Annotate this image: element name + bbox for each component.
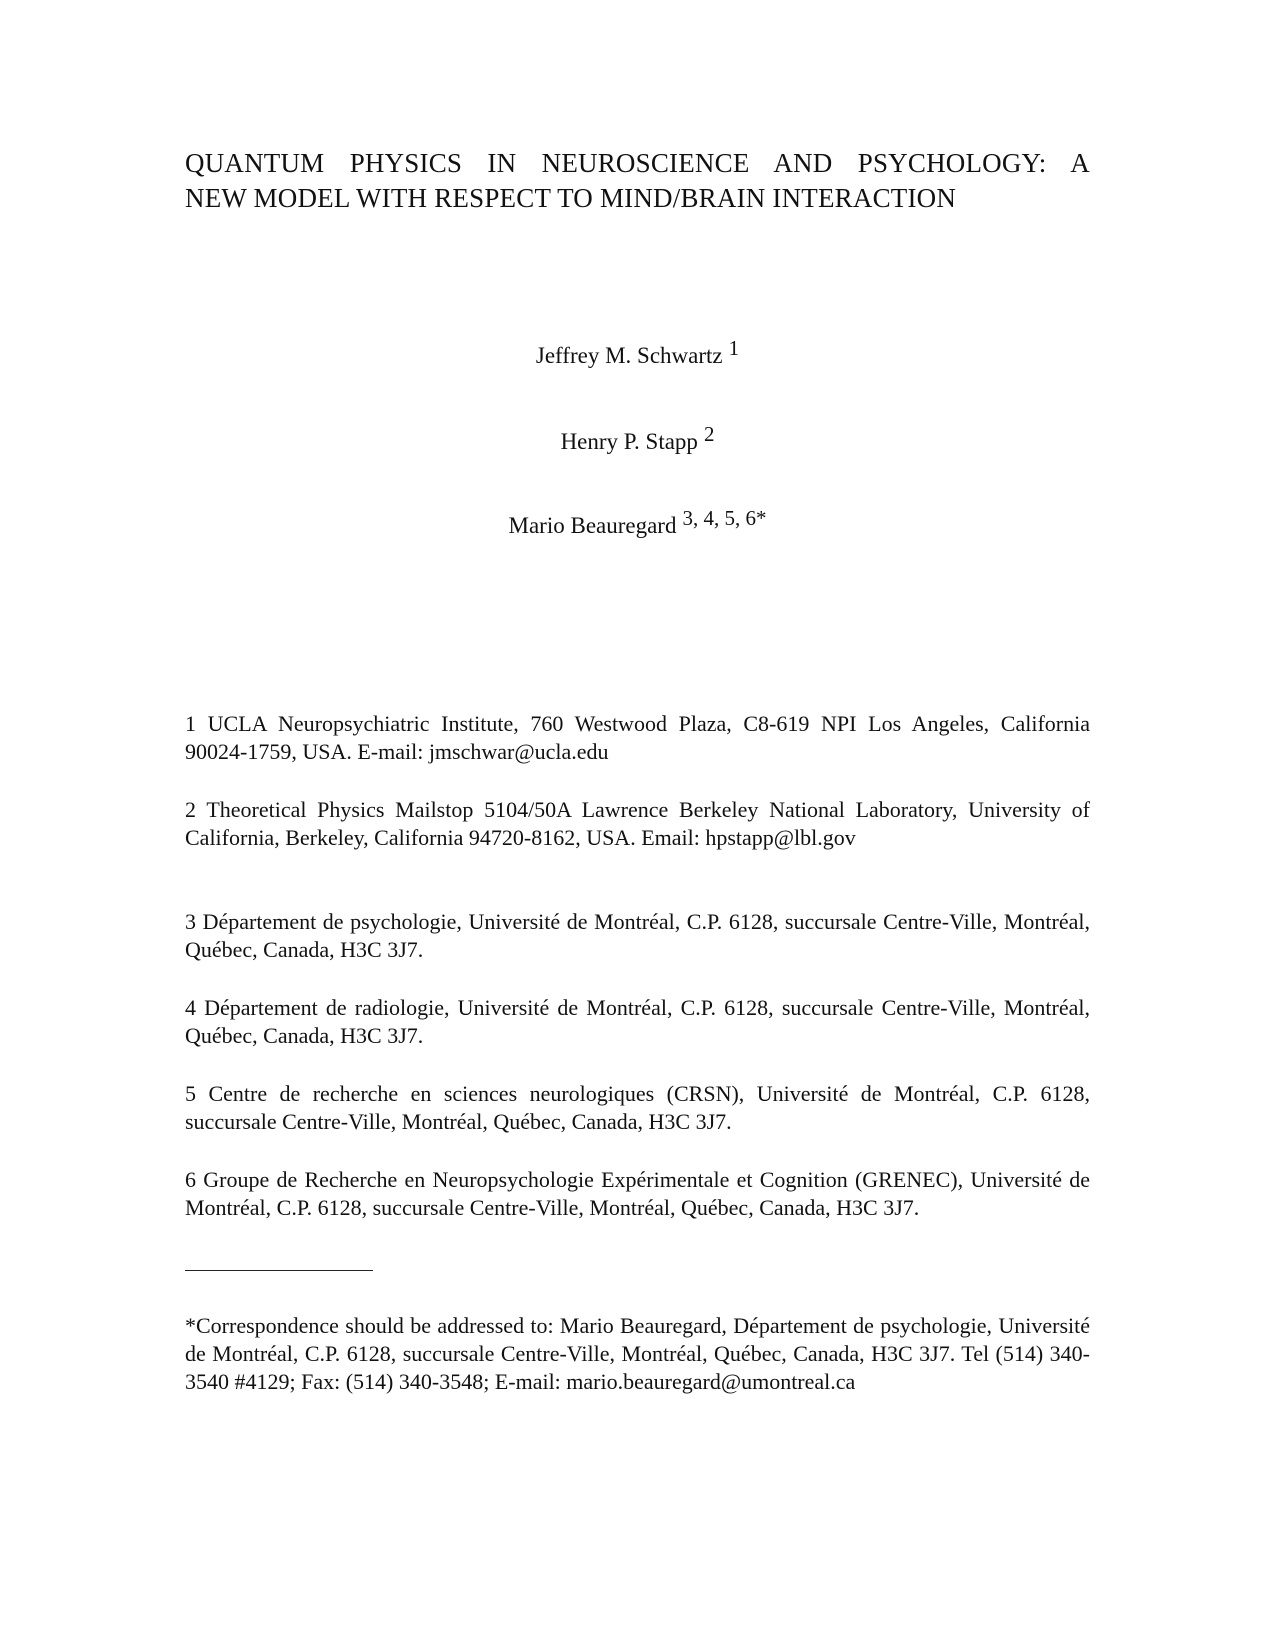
author-name: Mario Beauregard (508, 513, 677, 538)
author-name: Jeffrey M. Schwartz (535, 343, 723, 368)
footnote-separator (185, 1270, 373, 1271)
author-beauregard (0, 506, 1275, 540)
affiliation-4: 4 Département de radiologie, Université de Montréal, C.P. 6128, succursale Centre-Ville, Montréal, Québec, Canada, H3C 3J7. (185, 995, 1090, 1048)
author-schwartz (0, 336, 1275, 370)
author-affiliation-marks: 2 (703, 422, 715, 446)
author-stapp (0, 422, 1275, 456)
paper-title-line-2: NEW MODEL WITH RESPECT TO MIND/BRAIN INTERACTION (185, 183, 957, 213)
affiliation-1: 1 UCLA Neuropsychiatric Institute, 760 Westwood Plaza, C8-619 NPI Los Angeles, California 90024-1759, USA. E-mail: jmschwar@ucla.edu (185, 711, 1090, 764)
affiliation-3: 3 Département de psychologie, Université de Montréal, C.P. 6128, succursale Centre-Ville, Montréal, Québec, Canada, H3C 3J7. (185, 909, 1090, 962)
affiliation-6: 6 Groupe de Recherche en Neuropsychologie Expérimentale et Cognition (GRENEC), Université de Montréal, C.P. 6128, succursale Centre-Ville, Montréal, Québec, Canada, H3C 3J7. (185, 1167, 1090, 1220)
affiliation-2: 2 Theoretical Physics Mailstop 5104/50A Lawrence Berkeley National Laboratory, University of California, Berkeley, California 94720-8162, USA. Email: hpstapp@lbl.gov (185, 797, 1090, 850)
paper-title (185, 146, 1090, 216)
correspondence-footnote: *Correspondence should be addressed to: Mario Beauregard, Département de psychologie, Université de Montréal, C.P. 6128, succursale Centre-Ville, Montréal, Québec, Canada, H3C 3J7. Tel (514) 340-3540 #4129; Fax: (514) 340-3548; E-mail: mario.beauregard@umontreal.ca (185, 1313, 1090, 1394)
author-affiliation-marks: 3, 4, 5, 6* (682, 506, 767, 530)
affiliation-5: 5 Centre de recherche en sciences neurologiques (CRSN), Université de Montréal, C.P. 6128, succursale Centre-Ville, Montréal, Québec, Canada, H3C 3J7. (185, 1081, 1090, 1134)
paper-title-line-1: QUANTUM PHYSICS IN NEUROSCIENCE AND PSYCHOLOGY: A (185, 148, 1090, 178)
author-affiliation-marks: 1 (728, 336, 740, 360)
author-name: Henry P. Stapp (560, 429, 698, 454)
